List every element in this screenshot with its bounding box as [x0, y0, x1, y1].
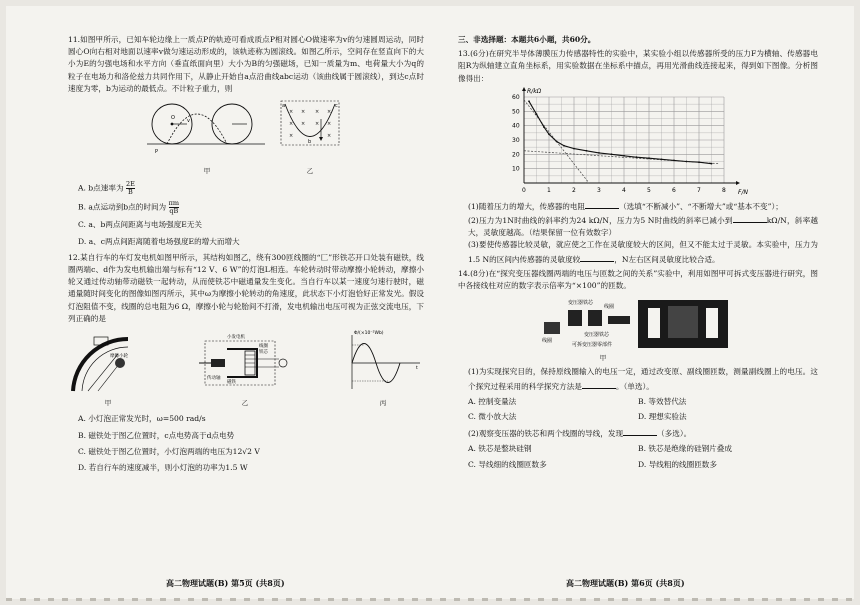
y-tick-label: 20 [512, 151, 520, 159]
y-tick-label: 60 [512, 93, 520, 101]
section-heading: 三、非选择题：本题共6小题，共60分。 [458, 35, 596, 44]
q12-option-d[interactable]: D. 若自行车的速度减半，则小灯泡的功率为1.5 W [78, 463, 248, 473]
q12-fig3-label: 丙 [379, 399, 387, 408]
q12-figure-yi [197, 329, 293, 409]
svg-text:线圈: 线圈 [259, 344, 268, 350]
data-point [698, 161, 700, 163]
svg-text:c: c [335, 103, 338, 110]
y-tick-label: 50 [512, 108, 520, 116]
q12-option-b[interactable]: B. 磁铁处于图乙位置时，c点电势高于d点电势 [78, 430, 235, 440]
q14-part1: (1)为实现探究目的，保持原线圈输入的电压一定，通过改变原、副线圈匝数，测量副线圈上的电压。这个探究过程采用的科学探究方法是 。（单选）。 [468, 367, 818, 391]
q12-fig2-label: 乙 [241, 399, 249, 408]
q11-figures [68, 99, 424, 177]
data-point [623, 155, 625, 157]
cycloid-wheel-diagram [147, 99, 267, 161]
data-point [611, 153, 613, 155]
y-axis-arrow [522, 87, 526, 91]
data-point [536, 113, 538, 115]
svg-text:P: P [155, 149, 159, 156]
page-5 [68, 34, 424, 474]
q14-2-option-b[interactable]: B. 铁芯是绝缘的硅钢片叠成 [638, 444, 732, 454]
svg-text:磁铁: 磁铁 [227, 380, 236, 386]
x-tick-label: 5 [647, 186, 651, 194]
x-tick-label: 7 [697, 186, 701, 194]
q14-options-row-1 [468, 396, 818, 408]
data-point [648, 157, 650, 159]
x-tick-label: 2 [572, 186, 576, 194]
chart-series [528, 100, 712, 164]
q11-option-c[interactable]: C. a、b两点间距离与电场强度E无关 [78, 220, 203, 230]
q14-stem: 14.(8分)在“探究变压器线圈两端的电压与匝数之间的关系”实验中，利用如图甲可拆式变压器进行研究，图中各接线柱对应的数字表示倍率为“×100”的匝数。 [458, 268, 818, 291]
svg-text:a: a [282, 103, 286, 110]
q14-options-row-2 [468, 411, 818, 423]
resistance-force-chart [502, 87, 752, 199]
y-tick-label: 30 [512, 136, 520, 144]
svg-text:×: × [289, 133, 294, 140]
svg-text:×: × [315, 121, 320, 128]
x-tick-label: 8 [722, 186, 726, 194]
x-axis-arrow [736, 181, 740, 185]
svg-text:O: O [171, 115, 175, 122]
svg-text:传动轴: 传动轴 [207, 376, 221, 382]
q14-1-option-a[interactable]: A. 控制变量法 [468, 396, 517, 406]
scan-edge [6, 598, 854, 601]
svg-text:变压器铁芯: 变压器铁芯 [584, 332, 610, 339]
q13-part3: (3)要使传感器比较灵敏，就应使之工作在灵敏度较大的区间，但又不能太过于灵敏。本实验中，压力为1.5 N的区间内传感器的灵敏度较 ，N左右区间灵敏度比较合适。 [468, 240, 818, 264]
generator-structure-diagram [197, 329, 293, 393]
x-tick-label: 0 [522, 186, 526, 194]
q12-figures [68, 329, 424, 409]
svg-text:×: × [289, 121, 294, 128]
q12-figure-jia [68, 329, 148, 409]
svg-text:×: × [327, 121, 332, 128]
data-point [528, 100, 530, 102]
page-6-footer: 高二物理试题(B) 第6页 (共8页) [566, 578, 685, 588]
data-point [573, 148, 575, 150]
svg-text:线圈: 线圈 [604, 304, 615, 311]
q14-1-option-d[interactable]: D. 理想实验法 [638, 412, 687, 422]
q14-options-row-4 [468, 459, 818, 471]
q12-option-a[interactable]: A. 小灯泡正常发光时，ω=500 rad/s [78, 414, 206, 424]
field-cycloid-diagram [275, 99, 345, 161]
x-tick-label: 3 [597, 186, 601, 194]
page-6 [458, 34, 818, 471]
data-point [556, 140, 558, 142]
answer-blank[interactable] [733, 213, 767, 223]
svg-text:v: v [187, 118, 190, 125]
svg-text:铁芯: 铁芯 [259, 350, 268, 356]
svg-text:×: × [301, 121, 306, 128]
chart-grid [524, 97, 724, 183]
svg-text:×: × [289, 109, 294, 116]
q14-1-option-c[interactable]: C. 微小放大法 [468, 412, 517, 422]
answer-blank[interactable] [582, 379, 616, 389]
q12-stem: 12.某自行车的车灯发电机如图甲所示，其结构如图乙，绕有300匝线圈的“匚”形铁芯开口处装有磁铁，线圈两端c、d作为发电机输出端与标有“12 V、6 W”的灯泡L相连。车轮转动时带动摩擦小轮转动，摩擦小轮又通过传动轴带动磁铁一起转动，从而使铁芯中磁通量发生变化。当自行车以某一速度匀速行驶时，磁通量随时间变化的图像如图丙所示，其中ω为摩擦小轮转动的角速度，此状态下小灯泡恰好正常发光。假设灯泡阻值不变，线圈的总电阻为6 Ω，摩擦小轮与轮胎间不打滑，发电机输出电压可视为正弦交流电压，下列正确的是 [68, 252, 424, 323]
y-tick-label: 10 [512, 165, 520, 173]
q13-part2: (2)压力为1N时曲线的斜率约为24 kΩ/N，压力为5 N时曲线的斜率已减小到 kΩ/N，斜率越大，灵敏度越高。（结果保留一位有效数字） [458, 213, 818, 239]
q11-fig2-label: 乙 [306, 167, 314, 176]
x-axis-label: F/N [738, 188, 748, 196]
data-point [686, 160, 688, 162]
data-point [711, 163, 713, 165]
svg-text:×: × [301, 109, 306, 116]
svg-text:×: × [327, 133, 332, 140]
svg-text:×: × [327, 109, 332, 116]
data-point [543, 126, 545, 128]
q11-option-b[interactable]: B. a点运动到b点的时间为 $\frac{\pi m}{qB}$ [78, 199, 179, 216]
svg-text:变压器铁芯: 变压器铁芯 [568, 300, 594, 307]
data-point [673, 159, 675, 161]
x-tick-label: 6 [672, 186, 676, 194]
y-axis-label: R/kΩ [527, 87, 542, 95]
data-point [598, 152, 600, 154]
q14-part2: (2)观察变压器的铁芯和两个线圈的导线，发现 （多选）。 [458, 426, 818, 440]
x-tick-label: 1 [547, 186, 551, 194]
q11-option-a[interactable]: A. b点速率为 $\frac{2E}{B}$ [78, 180, 135, 197]
q12-fig1-label: 甲 [104, 399, 112, 408]
q12-option-c[interactable]: C. 磁铁处于图乙位置时，小灯泡两端的电压为12√2 V [78, 446, 260, 456]
answer-blank[interactable] [580, 252, 614, 262]
chart-ticks [512, 94, 726, 194]
svg-text:摩擦小轮: 摩擦小轮 [110, 354, 128, 360]
q14-1-option-b[interactable]: B. 等效替代法 [638, 396, 687, 406]
q11-figure-jia [147, 99, 267, 177]
data-point [563, 145, 565, 147]
svg-text:b: b [308, 139, 312, 146]
svg-text:×: × [315, 109, 320, 116]
svg-text:线圈: 线圈 [542, 338, 553, 345]
transformer-parts-diagram [538, 296, 738, 352]
data-point [636, 156, 638, 158]
chart-tangents [524, 100, 719, 183]
fraction: $\frac{2E}{B}$ [125, 180, 135, 197]
fraction: $\frac{\pi m}{qB}$ [168, 199, 179, 216]
data-point [548, 133, 550, 135]
page-5-footer: 高二物理试题(B) 第5页 (共8页) [166, 578, 285, 588]
q14-options-row-3 [468, 443, 818, 455]
q14-2-option-a[interactable]: A. 铁芯是整块硅钢 [468, 444, 532, 454]
answer-blank[interactable] [623, 426, 657, 436]
svg-text:小发电机: 小发电机 [227, 335, 245, 341]
data-point [661, 158, 663, 160]
q14-2-option-d[interactable]: D. 导线粗的线圈匝数多 [638, 459, 717, 469]
svg-text:可拆变压器零部件: 可拆变压器零部件 [572, 342, 613, 349]
answer-blank[interactable] [585, 199, 619, 209]
q11-fig1-label: 甲 [203, 167, 211, 176]
y-tick-label: 40 [512, 122, 520, 130]
svg-text:t: t [416, 366, 418, 372]
q13-part1: (1)随着压力的增大，传感器的电阻 （选填“不断减小”、“不断增大”或“基本不变”）； [458, 199, 818, 213]
q13-stem: 13.(6分)在研究半导体薄膜压力传感器特性的实验中，某实验小组以传感器所受的压力F为横轴、传感器电阻R为纵轴建立直角坐标系，用实验数据在坐标系中描点，再用光滑曲线连接起来，得到如下图像。分析图像得出： [458, 49, 818, 83]
q11-option-d[interactable]: D. a、c两点间距离随着电场强度E的增大而增大 [78, 236, 240, 246]
exam-sheet [6, 6, 854, 599]
q12-figure-bing [342, 329, 424, 409]
q14-fig-label: 甲 [599, 354, 607, 363]
svg-text:Φ/(×10⁻²Wb): Φ/(×10⁻²Wb) [354, 331, 384, 337]
data-point [586, 150, 588, 152]
q11-figure-yi [275, 99, 345, 177]
bicycle-wheel-diagram [68, 329, 148, 393]
q14-figure [458, 296, 818, 352]
q11-stem: 11.如图甲所示，已知车轮边缘上一质点P的轨迹可看成质点P相对圆心O做速率为v的匀速圆周运动，同时圆心O向右相对地面以速率v做匀速运动形成的，该轨迹称为圆滚线。如图乙所示，空间存在竖直向下的大小为E的匀强电场和水平方向（垂直纸面向里）大小为B的匀强磁场，已知一质量为m、电荷量大小为q的粒子在电场力和洛伦兹力共同作用下，从静止开始自a点沿曲线abc运动（该曲线属于圆滚线），到达c点时速度为零，b为运动的最低点。不计粒子重力，则 [68, 35, 424, 93]
x-tick-label: 4 [622, 186, 626, 194]
q14-2-option-c[interactable]: C. 导线细的线圈匝数多 [468, 459, 547, 469]
